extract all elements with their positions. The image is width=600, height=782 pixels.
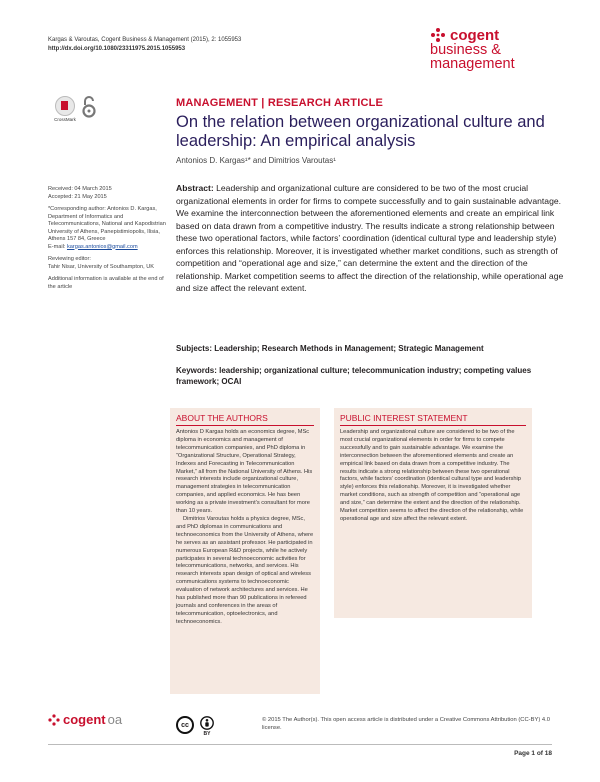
corresponding-author: *Corresponding author: Antonios D. Kargas, Department of Informatics and Telecommunications, National and Kapodistrian University of Athens, Panepistimiopolis, Ilisia, Athens 157 84, Greece bbox=[48, 206, 166, 242]
footer-brand-suffix: oa bbox=[107, 712, 123, 727]
logo-brand: cogent bbox=[450, 26, 500, 44]
about-authors-box bbox=[170, 408, 320, 694]
article-badges bbox=[54, 96, 96, 122]
logo-line1: business & bbox=[430, 42, 501, 58]
reviewing-editor: Tahir Nisar, University of Southampton, UK bbox=[48, 263, 155, 270]
additional-info: Additional information is available at the end of the article bbox=[48, 276, 164, 290]
crossmark-label: CrossMark bbox=[54, 117, 76, 122]
doi-link[interactable]: http://dx.doi.org/10.1080/23311975.2015.1055953 bbox=[48, 46, 186, 52]
logo-line2: management bbox=[430, 56, 515, 72]
cc-icon: cc bbox=[176, 716, 194, 734]
abstract-label: Abstract: bbox=[176, 183, 214, 193]
subjects: Subjects: Leadership; Research Methods in Management; Strategic Management bbox=[176, 344, 484, 353]
person-icon bbox=[200, 716, 214, 730]
email-link[interactable]: kargas.antonios@gmail.com bbox=[66, 243, 138, 250]
cogent-oa-dots-icon bbox=[48, 714, 60, 726]
received-date: Received: 04 March 2015 bbox=[48, 186, 112, 192]
cc-by-icon bbox=[200, 716, 214, 737]
about-authors-heading: ABOUT THE AUTHORS bbox=[176, 413, 314, 426]
article-sidebar bbox=[48, 186, 166, 296]
footer-divider bbox=[48, 744, 552, 745]
abstract bbox=[176, 182, 566, 295]
cogent-oa-logo[interactable] bbox=[48, 712, 122, 727]
about-author-2: Dimitrios Varoutas holds a physics degree, MSc, and PhD diplomas in communications and technoeconomics from the University of Athens, where he serves as an assistant professor. He participated in numerous European R&D projects, while he actively participates in several technoeconomic activities for telecommunications, networks, and services. His research interests span design of optical and wireless communications systems to technoeconomic evaluation of network architectures and services. He has published more than 90 publications in refereed journals and conferences in the areas of telecommunication, optoelectronics, and technoeconomics. bbox=[176, 515, 314, 625]
cc-license-icons[interactable] bbox=[176, 716, 214, 737]
author-list: Antonios D. Kargas¹* and Dimitrios Varoutas¹ bbox=[176, 156, 336, 165]
cogent-dots-icon bbox=[430, 27, 446, 43]
keywords: Keywords: leadership; organizational culture; telecommunication industry; competing values framework; OCAI bbox=[176, 366, 532, 386]
accepted-date: Accepted: 21 May 2015 bbox=[48, 193, 107, 200]
footer-brand: cogent bbox=[63, 712, 106, 727]
citation-line: Kargas & Varoutas, Cogent Business & Management (2015), 2: 1055953 bbox=[48, 37, 242, 43]
public-interest-text: Leadership and organizational culture are considered to be two of the most crucial organizational elements in order for firms to compete successfully and to gain sustainable advantage. We examine the interconnection between the aforementioned elements and create an empirical link based on data drawn from a competitive industry. The results indicate a strong relationship between these two operational factors, while factors’ coordination (identical cultural type and leadership style) enforces this relationship. Moreover, it is investigated whether market conditions, such as strength of competition and “operational age and size,” can determine the extent and the direction of the relationship. Market competition seems to affect the direction of the relationship, while operational age and size affect the relevant extent. bbox=[340, 429, 524, 522]
page-number: Page 1 of 18 bbox=[514, 750, 552, 757]
open-access-lock-icon bbox=[82, 96, 96, 118]
about-author-1: Antonios D Kargas holds an economics degree, MSc diploma in economics and management of telecommunication companies, and PhD diploma in “Organizational Structure, Operational Strategy, Indexes and Forecasting in Telecommunication Market,” all from the National University of Athens. His research interests include organizational culture, management strategies in telecommunication companies, and applied economics. He has been working as a private investment’s consultant for more than 10 years. bbox=[176, 429, 313, 515]
abstract-text: Leadership and organizational culture are considered to be two of the most crucial organizational elements in order for firms to compete successfully and to gain sustainable advantage. We examine the interconnection between the aforementioned elements and create an empirical link based on data drawn from a competitive industry. The results indicate a strong relationship between these two operational factors, while factors’ coordination (identical cultural type and leadership style) enforces this relationship. Moreover, it is investigated whether market conditions, such as strength of competition and “operational age and size,” can determine the extent and the direction of the relationship. Market competition seems to affect the direction of the relationship, while operational age and size affect the relevant extent. bbox=[176, 183, 564, 293]
journal-logo[interactable] bbox=[430, 27, 570, 71]
license-text: © 2015 The Author(s). This open access article is distributed under a Creative Commons Attribution (CC-BY) 4.0 license. bbox=[262, 717, 550, 731]
crossmark-icon[interactable] bbox=[54, 96, 76, 122]
cc-by-label: BY bbox=[203, 731, 211, 737]
email-label: E-mail: bbox=[48, 243, 67, 250]
public-interest-box bbox=[334, 408, 532, 618]
public-interest-heading: PUBLIC INTEREST STATEMENT bbox=[340, 413, 526, 426]
section-label: MANAGEMENT | RESEARCH ARTICLE bbox=[176, 97, 384, 109]
article-title: On the relation between organizational culture and leadership: An empirical analysis bbox=[176, 113, 545, 150]
citation-header bbox=[48, 36, 241, 54]
reviewing-editor-label: Reviewing editor: bbox=[48, 256, 91, 262]
